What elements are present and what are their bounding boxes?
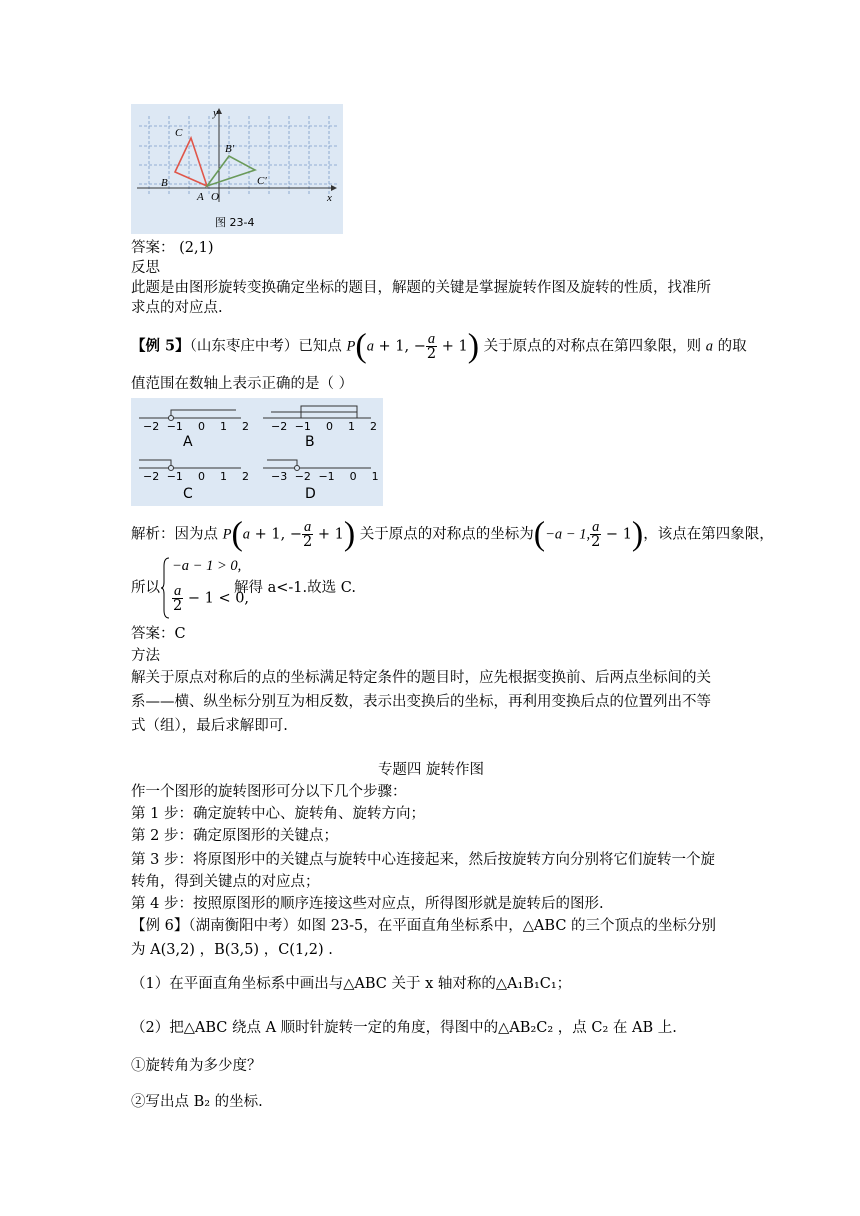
step-4: 第 4 步：按照原图形的顺序连接这些对应点，所得图形就是旋转后的图形. [131,896,604,912]
solution-prefix: 解析：因为点 [131,526,223,543]
example-5-tag: 【例 5】 [131,337,190,355]
paren-close: ) [467,327,480,365]
numberline-a-label: A [183,434,193,450]
method-text-3: 式（组），最后求解即可. [131,718,288,734]
label-a: A [197,191,204,203]
expr-a: a [366,338,374,355]
numberline-c-label: C [183,486,193,502]
expr-plus1: + 1, − [373,338,426,355]
question-2: （2）把△ABC 绕点 A 顺时针旋转一定的角度，得图中的△AB₂C₂ ，点 C₂ 在 AB 上. [131,1020,677,1036]
numberline-a-ticks: −2 −1 0 1 2 [143,420,249,433]
label-b-prime: B′ [225,143,235,155]
example-5-after: 关于原点的对称点在第四象限，则 [479,338,706,355]
step-3b: 转角，得到关键点的对应点； [131,874,320,890]
numberline-d-ticks: −3 −2 −1 0 1 [271,470,379,483]
label-b: B [161,177,168,189]
triangle-ab-prime-c-prime [207,156,255,186]
topic-4-heading: 专题四 旋转作图 [377,762,485,778]
answer-2: 答案：C [131,626,186,642]
step-2: 第 2 步：确定原图形的关键点； [131,828,338,844]
number-line-options [131,398,383,506]
steps-intro: 作一个图形的旋转图形可分以下几个步骤： [131,784,407,800]
inequality-2: $\frac{a}{2}$ − 1 < 0, [173,583,250,614]
label-c: C [175,127,183,139]
expr-tail: + 1 [437,338,468,355]
inequality-1: −a − 1 > 0, [172,558,242,574]
brace [160,556,170,620]
solution-so: 所以 [131,580,160,596]
solution-line-1: 解析：因为点 P(a + 1, − $\frac{a}{2}$ + 1) 关于原点的对称点的坐标为(−a − 1, $\frac{a}{2}$ − 1)，该点在第四象限， [131,515,774,553]
example-6-line-2: 为 A(3,2) ，B(3,5) ，C(1,2) . [131,942,333,958]
example-5-after2: 的取 [713,338,747,355]
solution-solve: 解得 a<-1.故选 C. [234,580,356,596]
numberline-c-ticks: −2 −1 0 1 2 [143,470,249,483]
solution-suffix: ，该点在第四象限， [643,526,774,543]
example-5-source: （山东枣庄中考）已知点 [189,338,347,355]
figure-23-4 [131,104,343,234]
step-1: 第 1 步：确定旋转中心、旋转角、旋转方向； [131,806,425,822]
label-c-prime: C′ [257,175,267,187]
question-2b: ②写出点 B₂ 的坐标. [131,1094,263,1110]
step-3a: 第 3 步：将原图形中的关键点与旋转中心连接起来，然后按旋转方向分别将它们旋转一个旋 [131,852,715,868]
paren-open: ( [355,327,367,365]
example-6-line-1: 【例 6】（湖南衡阳中考）如图 23-5，在平面直角坐标系中，△ABC 的三个顶点的坐标分别 [131,918,717,934]
solution-middle: 关于原点的对称点的坐标为 [355,526,534,543]
label-x: x [327,192,332,204]
figure-23-4-graph [131,104,343,234]
example-5-line-2: 值范围在数轴上表示正确的是（ ） [131,376,354,392]
point-p: P [346,338,356,355]
solution-neg: −a − 1, [545,526,591,543]
numberline-b-ticks: −2 −1 0 1 2 [271,420,377,433]
question-2a: ①旋转角为多少度？ [131,1058,262,1074]
numberline-b-label: B [305,434,315,450]
triangle-abc [175,138,207,186]
reflect-text-2: 求点的对应点. [131,300,223,316]
example-5-line-1 [131,327,747,365]
var-a: a [705,338,714,355]
method-title: 方法 [131,648,160,664]
numberline-d-label: D [305,486,316,502]
label-o: O [211,191,219,203]
reflect-text-1: 此题是由图形旋转变换确定坐标的题目，解题的关键是掌握旋转作图及旋转的性质，找准所 [131,280,711,296]
figure-caption: 图 23-4 [215,216,255,229]
question-1: （1）在平面直角坐标系中画出与△ABC 关于 x 轴对称的△A₁B₁C₁； [131,976,572,992]
label-y: y [213,107,218,119]
fraction-a-over-2: $\frac{a}{2}$ [426,331,437,362]
reflect-title: 反思 [131,260,160,276]
answer-1: 答案： (2,1) [131,240,214,256]
number-line-graphics [131,398,383,506]
method-text-1: 解关于原点对称后的点的坐标满足特定条件的题目时，应先根据变换前、后两点坐标间的关 [131,670,711,686]
solution-minus1: − 1 [601,526,632,543]
method-text-2: 系——横、纵坐标分别互为相反数，表示出变换后的坐标，再利用变换后点的位置列出不等 [131,694,711,710]
